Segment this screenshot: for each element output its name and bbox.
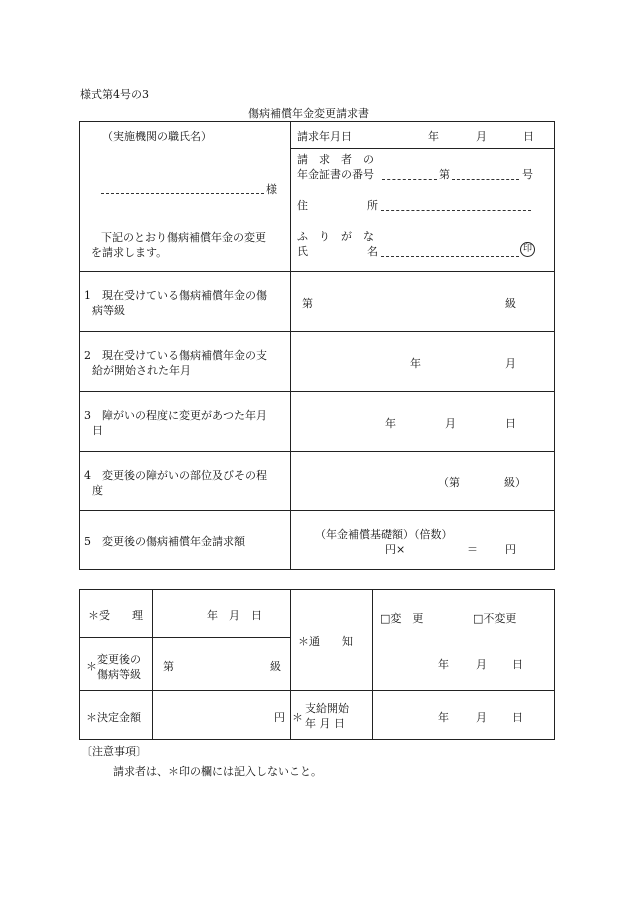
certificate-go: 号 — [522, 168, 533, 181]
form-number: 様式第4号の3 — [80, 88, 149, 101]
office-start-year: 年 — [438, 711, 449, 724]
office-start-day: 日 — [512, 711, 523, 724]
row1-dai: 第 — [302, 297, 313, 310]
institution-label: （実施機関の職氏名） — [102, 130, 212, 143]
certificate-number-field-b[interactable] — [452, 179, 519, 180]
certificate-number-field-a[interactable] — [382, 179, 437, 180]
address-field[interactable] — [381, 210, 531, 211]
office-amount-yen: 円 — [274, 711, 285, 724]
request-text-line1: 下記のとおり傷病補償年金の変更 — [101, 231, 266, 244]
form-title: 傷病補償年金変更請求書 — [248, 107, 369, 120]
office-grade-kyu: 級 — [270, 660, 281, 673]
row4-label-line1: 4 変更後の障がいの部位及びその程 — [84, 469, 267, 482]
office-notice-label: ＊通 知 — [298, 635, 353, 648]
row4-label-line2: 度 — [92, 484, 103, 497]
claimant-label-line2: 年金証書の番号 — [297, 168, 374, 181]
row2-label-line2: 給が開始された年月 — [92, 364, 191, 377]
office-grade-asterisk: ＊ — [86, 660, 97, 673]
institution-name-field[interactable] — [101, 193, 264, 194]
office-grade-label-line2: 傷病等級 — [97, 668, 141, 681]
request-text-line2: を請求します。 — [91, 246, 168, 259]
office-grade-dai: 第 — [163, 660, 174, 673]
address-label-right: 所 — [367, 199, 378, 212]
row5-value-header: （年金補償基礎額）（倍数） — [315, 528, 453, 541]
name-field[interactable] — [381, 256, 519, 257]
row5-yen: 円 — [505, 543, 516, 556]
office-notice-day: 日 — [512, 658, 523, 671]
row3-label-line1: 3 障がいの程度に変更があつた年月 — [84, 409, 267, 422]
office-juri-date: 年 月 日 — [207, 609, 262, 622]
claimant-label-line1: 請 求 者 の — [297, 153, 374, 166]
request-date-month: 月 — [476, 130, 487, 143]
office-start-asterisk: ＊ — [292, 711, 303, 724]
row4-dai: （第 — [438, 476, 460, 489]
name-label-right: 名 — [367, 245, 378, 258]
row1-label-line1: 1 現在受けている傷病補償年金の傷 — [84, 289, 267, 302]
row2-month: 月 — [505, 357, 516, 370]
row2-year: 年 — [410, 357, 421, 370]
office-amount-label: ＊決定金額 — [86, 711, 141, 724]
main-table-divider — [290, 121, 291, 570]
name-label-left: 氏 — [297, 245, 308, 258]
office-grade-label-line1: 変更後の — [97, 653, 141, 666]
row5-equals: ＝ — [467, 543, 478, 556]
request-date-label: 請求年月日 — [297, 130, 352, 143]
furigana-label: ふ り が な — [297, 230, 374, 243]
row3-label-line2: 日 — [92, 424, 103, 437]
main-table — [79, 121, 555, 570]
row3-month: 月 — [445, 417, 456, 430]
row2-label-line1: 2 現在受けている傷病補償年金の支 — [84, 349, 267, 362]
row3-day: 日 — [505, 417, 516, 430]
request-date-day: 日 — [523, 130, 534, 143]
notes-heading: 〔注意事項〕 — [81, 745, 147, 758]
row4-kyu: 級） — [504, 476, 526, 489]
row5-label: 5 変更後の傷病補償年金請求額 — [84, 535, 245, 548]
office-juri-label: ＊受 理 — [88, 609, 143, 622]
row1-kyu: 級 — [505, 297, 516, 310]
office-start-month: 月 — [476, 711, 487, 724]
request-date-year: 年 — [428, 130, 439, 143]
sama-label: 様 — [266, 183, 277, 196]
notes-text: 請求者は、＊印の欄には記入しないこと。 — [113, 765, 322, 778]
office-start-label-line1: 支給開始 — [305, 702, 349, 715]
office-notice-year: 年 — [438, 658, 449, 671]
row1-label-line2: 病等級 — [92, 304, 125, 317]
office-nochange-checkbox[interactable]: □不変更 — [473, 612, 517, 625]
office-change-checkbox[interactable]: □変 更 — [380, 612, 424, 625]
row3-year: 年 — [385, 417, 396, 430]
address-label-left: 住 — [297, 199, 308, 212]
certificate-dai: 第 — [439, 168, 450, 181]
office-start-label-line2: 年 月 日 — [305, 717, 345, 730]
row5-yen-times: 円× — [385, 543, 406, 556]
seal-mark: 印 — [520, 242, 535, 257]
office-notice-month: 月 — [476, 658, 487, 671]
